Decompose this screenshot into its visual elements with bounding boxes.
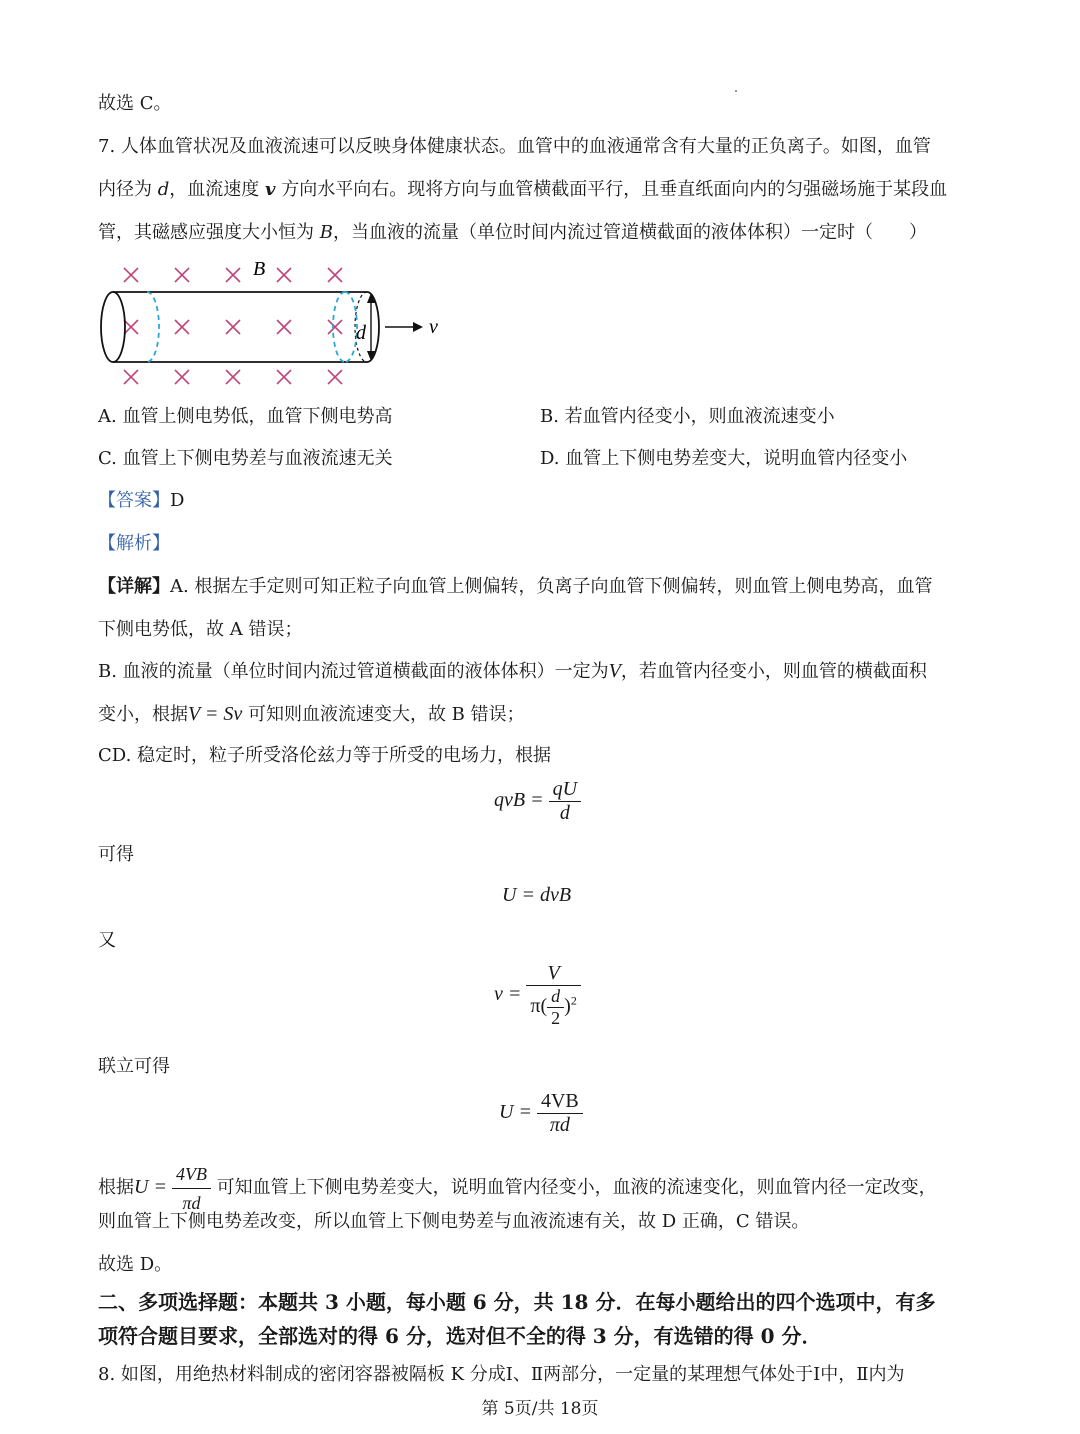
equation-v: v = V π( $\frac{d}{2}$ )$^2$ [494,962,581,1029]
detail-line-1: 【详解】A. 根据左手定则可知正粒子向血管上侧偏转，负离子向血管下侧偏转，则血管上侧电势高，血管 [98,576,933,597]
detail-line-7: 则血管上下侧电势差改变，所以血管上下侧电势差与血液流速有关，故 D 正确，C 错误。 [98,1211,810,1232]
scan-speck [735,90,737,92]
label-d: d [356,322,366,344]
detail-line-3: B. 血液的流量（单位时间内流过管道横截面的液体体积）一定为V，若血管内径变小，则血管的横截面积 [98,660,927,682]
page-footer: 第 5页/共 18页 [481,1399,599,1419]
lianli-line: 联立可得 [98,1056,170,1077]
equation-u-result: U = $\frac{4VB}{\pi d}$ [499,1090,583,1137]
blood-vessel-figure [95,255,455,395]
detail-line-4: 变小，根据V = Sv 可知则血液流速变大，故 B 错误； [98,703,525,725]
option-a: A. 血管上侧电势低，血管下侧电势高 [98,406,393,427]
vessel-left-end [101,292,125,362]
q7-stem-line-3: 管，其磁感应强度大小恒为 B，当血液的流量（单位时间内流过管道横截面的液体体积）一定时（ ） [98,222,927,243]
equation-u-dvb: U = dvB [502,884,572,906]
keyi-line: 可得 [98,844,134,865]
label-B: B [253,258,266,280]
q7-stem-line-1: 7. 人体血管状况及血液流速可以反映身体健康状态。血管中的血液通常含有大量的正负离子。如图，血管 [98,136,931,157]
option-d: D. 血管上下侧电势差变大，说明血管内径变小 [540,448,908,469]
you-line: 又 [98,930,116,951]
cross-section-left [147,292,159,362]
detail-line-2: 下侧电势低，故 A 错误； [98,619,303,640]
q7-stem-line-2: 内径为 d，血流速度 v 方向水平向右。现将方向与血管横截面平行，且垂直纸面向内的匀强磁场施于某段血 [98,179,948,200]
section2-heading-line-1: 二、多项选择题：本题共 3 小题，每小题 6 分，共 18 分．在每小题给出的四个选项中，有多 [98,1290,936,1314]
section2-heading-line-2: 项符合题目要求，全部选对的得 6 分，选对但不全的得 3 分，有选错的得 0 分． [98,1324,822,1348]
detail-line-6: 根据U = $\frac{4VB}{\pi d}$ 可知血管上下侧电势差变大，说明血管内径变小，血液的流速变化，则血管内径一定改变， [98,1160,937,1217]
option-b: B. 若血管内径变小，则血液流速变小 [540,406,835,427]
prev-answer-line: 故选 C。 [98,93,172,114]
equation-lorentz: qvB = $\frac{qU}{d}$ [494,778,581,825]
answer-line: 【答案】D [98,490,185,511]
label-v: v [429,316,438,338]
option-c: C. 血管上下侧电势差与血液流速无关 [98,448,393,469]
detail-line-5: CD. 稳定时，粒子所受洛伦兹力等于所受的电场力，根据 [98,745,552,766]
analysis-heading: 【解析】 [98,533,170,554]
final-answer-line: 故选 D。 [98,1254,173,1275]
magnetic-field-crosses [124,268,342,384]
q8-stem-line-1: 8. 如图，用绝热材料制成的密闭容器被隔板 K 分成Ⅰ、Ⅱ两部分，一定量的某理想气体处于Ⅰ中，Ⅱ内为 [98,1364,905,1385]
